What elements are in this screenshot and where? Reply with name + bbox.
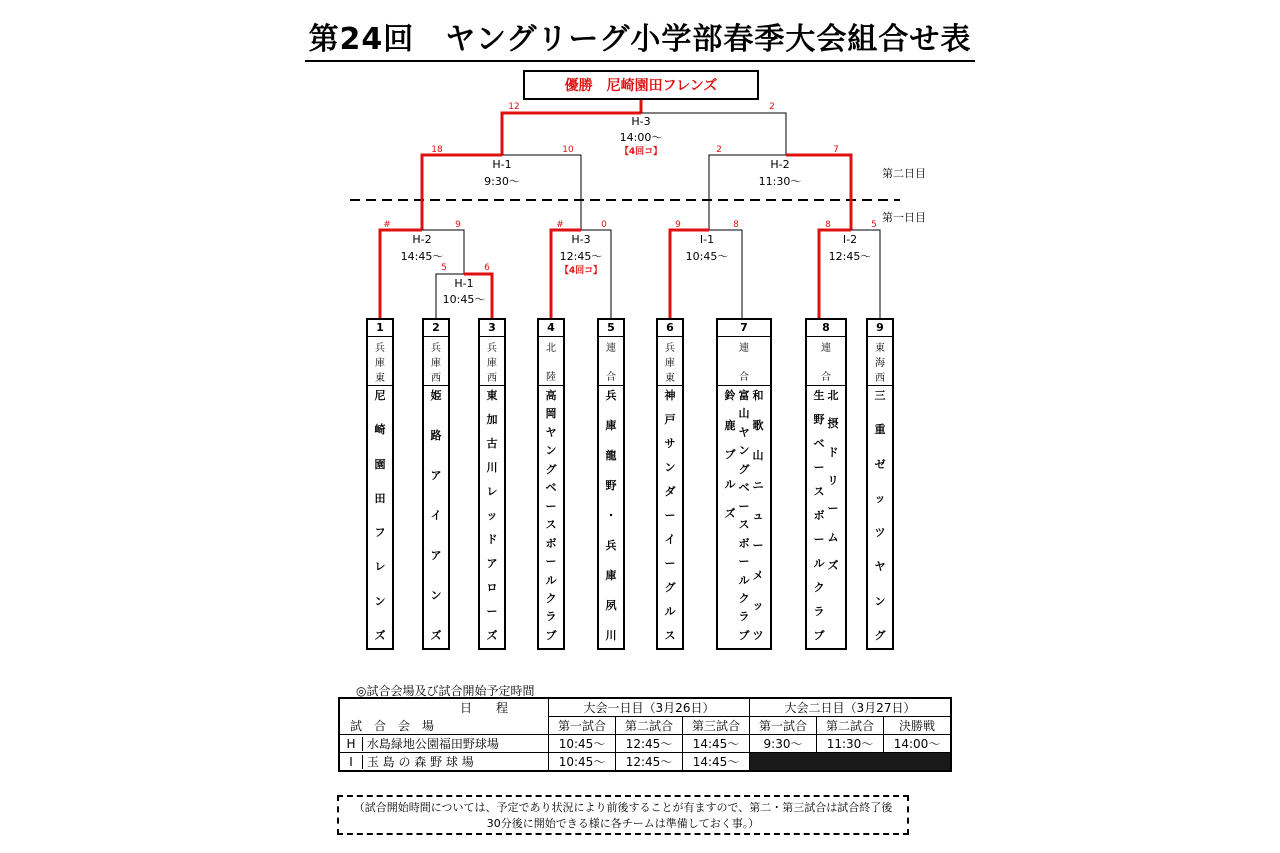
schedule-time: 14:45〜: [683, 753, 750, 772]
page-title: 第24回 ヤングリーグ小学部春季大会組合せ表: [0, 14, 1280, 62]
team-name-char: グ: [664, 581, 676, 594]
team-box-5: [597, 318, 625, 650]
game-r1c-time: 10:45〜: [685, 250, 729, 263]
team-name-char: ー: [545, 555, 557, 569]
schedule-time: 11:30〜: [817, 735, 884, 753]
team-name-char: グ: [874, 628, 886, 642]
team-name-char: ヤ: [874, 560, 886, 574]
team-region: [599, 337, 623, 386]
team-name-char: ブ: [738, 628, 750, 642]
team-name-column: [605, 390, 618, 642]
team-name-char: 北: [827, 389, 839, 402]
team-name-char: 尼: [374, 389, 386, 402]
schedule-blank: [750, 753, 952, 772]
team-name-char: 川: [486, 461, 498, 474]
team-name-char: 戸: [664, 413, 676, 426]
team-name-char: レ: [374, 560, 386, 574]
team-name-char: ツ: [874, 526, 886, 540]
team-name-char: 山: [752, 449, 764, 462]
team-name-char: ダ: [664, 485, 676, 498]
schedule-time: 12:45〜: [616, 735, 683, 753]
game-r0-time: 10:45〜: [442, 293, 486, 306]
team-name-char: ズ: [827, 558, 839, 572]
score-r1c-b: 8: [733, 220, 739, 230]
team-name-char: ド: [486, 533, 498, 546]
schedule-slot: 第二試合: [616, 717, 683, 735]
team-name-char: ス: [545, 518, 557, 532]
game-final-time: 14:00〜: [619, 131, 663, 144]
region-char: 兵: [665, 343, 675, 354]
team-name-char: ル: [724, 477, 736, 491]
schedule-row: [339, 753, 951, 772]
team-name-char: ル: [813, 557, 825, 570]
team-name-char: ー: [664, 557, 676, 570]
score-semi-left-b: 10: [562, 145, 574, 155]
region-char: 合: [739, 372, 749, 383]
team-name-char: 摂: [827, 417, 839, 431]
team-name-char: 野: [605, 479, 617, 492]
team-name-char: ズ: [430, 629, 442, 642]
score-semi-right-b: 7: [833, 145, 839, 155]
venue-name: 水島緑地公園福田野球場: [366, 737, 499, 751]
team-name-char: ン: [374, 594, 386, 608]
team-name-char: ヤ: [545, 425, 557, 439]
score-r1d-b: 5: [871, 220, 877, 230]
team-region: [424, 337, 448, 386]
team-name-char: 鹿: [724, 418, 736, 432]
region-char: 兵: [487, 343, 497, 354]
team-name-char: ブ: [545, 628, 557, 642]
team-name-char: ク: [813, 581, 825, 594]
team-name-char: 路: [430, 429, 442, 442]
team-name-char: 加: [486, 413, 498, 426]
team-name-char: ベ: [813, 437, 825, 450]
schedule-day2-header: 大会二日目（3月27日）: [750, 698, 952, 717]
team-name-char: フ: [374, 526, 386, 540]
game-semi-left-label: H-1: [492, 158, 512, 171]
team-name-char: 山: [738, 407, 750, 421]
team-name-char: ン: [430, 589, 442, 602]
team-name-char: ア: [430, 549, 442, 562]
day1-label: 第一日目: [882, 211, 926, 224]
team-name-column: [752, 390, 765, 642]
team-name-column: [813, 390, 826, 642]
team-name-char: ズ: [724, 507, 736, 520]
team-name-char: ロ: [486, 581, 498, 594]
team-name-char: 田: [374, 491, 386, 505]
team-name-char: メ: [752, 569, 764, 582]
team-name-char: ッ: [486, 509, 498, 522]
game-final-label: H-3: [631, 115, 651, 128]
team-name-char: ニ: [752, 479, 764, 492]
team-name-char: グ: [545, 462, 557, 476]
team-name-char: ズ: [486, 629, 498, 642]
team-name: [480, 386, 504, 646]
game-semi-left-time: 9:30〜: [484, 175, 520, 188]
team-name-char: サ: [664, 437, 676, 450]
team-name-char: ー: [738, 499, 750, 513]
team-name-char: ク: [738, 591, 750, 605]
team-name-char: ド: [827, 445, 839, 459]
team-name-char: 富: [738, 389, 750, 402]
team-name-char: 庫: [605, 569, 617, 582]
score-r0-b: 6: [484, 263, 490, 273]
team-name-char: ・: [605, 509, 617, 522]
team-region: [368, 337, 392, 386]
team-number: 9: [868, 320, 892, 337]
game-r1b-note: 【4回コ】: [559, 266, 603, 276]
team-number: 5: [599, 320, 623, 337]
team-name-char: ラ: [545, 610, 557, 624]
team-name-char: ツ: [752, 629, 764, 642]
team-region: [718, 337, 770, 386]
schedule-table: [338, 697, 952, 772]
score-r1a-a: #: [383, 220, 391, 230]
team-name: [539, 386, 563, 646]
venue-code: I: [340, 755, 363, 769]
schedule-corner-top: 日 程: [339, 698, 549, 717]
champion-box: 優勝 尼崎園田フレンズ: [523, 70, 759, 100]
team-name-char: ー: [813, 533, 825, 546]
score-semi-right-a: 2: [716, 145, 722, 155]
team-name-char: ボ: [813, 509, 825, 522]
team-name-char: 三: [874, 389, 886, 402]
team-box-2: [422, 318, 450, 650]
region-char: 西: [487, 373, 497, 384]
schedule-time: 14:45〜: [683, 735, 750, 753]
team-name-char: 龍: [605, 449, 617, 462]
region-char: 合: [606, 372, 616, 383]
team-name-column: [545, 390, 558, 642]
team-number: 3: [480, 320, 504, 337]
team-name-char: 東: [486, 389, 498, 402]
score-r1b-a: #: [556, 220, 564, 230]
venue-cell: [339, 753, 549, 772]
score-final-right: 2: [769, 102, 775, 112]
team-name-char: 野: [813, 413, 825, 426]
team-name: [807, 386, 845, 646]
team-name-char: 鈴: [724, 389, 736, 402]
team-region: [658, 337, 682, 386]
team-name-char: ー: [738, 555, 750, 569]
team-name-char: 生: [813, 389, 825, 402]
schedule-time: 10:45〜: [549, 753, 616, 772]
team-name-char: ア: [486, 557, 498, 570]
team-name-char: ブ: [813, 629, 825, 642]
region-char: 庫: [487, 358, 497, 369]
team-name-char: 兵: [605, 539, 617, 552]
team-name-column: [724, 390, 737, 520]
schedule-slot: 決勝戦: [884, 717, 952, 735]
team-name-char: ン: [874, 594, 886, 608]
team-name-char: 夙: [605, 599, 617, 612]
team-name-char: ア: [430, 469, 442, 482]
region-char: 庫: [431, 358, 441, 369]
game-r1c-label: I-1: [699, 233, 715, 246]
team-name-char: ー: [545, 499, 557, 513]
region-char: 西: [431, 373, 441, 384]
team-name-column: [874, 390, 887, 642]
team-name-char: ー: [813, 461, 825, 474]
score-r0-a: 5: [441, 263, 447, 273]
team-box-8: [805, 318, 847, 650]
team-name-char: ブ: [724, 448, 736, 461]
region-char: 陸: [546, 372, 556, 383]
team-region: [539, 337, 563, 386]
team-name: [424, 386, 448, 646]
team-name-char: 兵: [605, 389, 617, 402]
schedule-row: [339, 735, 951, 753]
schedule-time: 9:30〜: [750, 735, 817, 753]
team-number: 7: [718, 320, 770, 337]
team-name-char: イ: [430, 509, 442, 522]
team-name-char: ー: [664, 509, 676, 522]
team-name-char: ズ: [374, 628, 386, 642]
schedule-slot: 第一試合: [549, 717, 616, 735]
schedule-slot: 第二試合: [817, 717, 884, 735]
team-name-column: [374, 390, 387, 642]
schedule-slot: 第三試合: [683, 717, 750, 735]
score-r1c-a: 9: [675, 220, 681, 230]
schedule-time: 14:00〜: [884, 735, 952, 753]
schedule-slot: 第一試合: [750, 717, 817, 735]
team-box-9: [866, 318, 894, 650]
region-char: 北: [546, 343, 556, 354]
team-name-char: 岡: [545, 407, 557, 421]
team-name-char: ス: [813, 485, 825, 498]
region-char: 海: [875, 358, 885, 369]
team-name-char: ス: [738, 518, 750, 532]
team-name-char: ク: [545, 591, 557, 605]
game-semi-right-time: 11:30〜: [758, 175, 802, 188]
team-name: [368, 386, 392, 646]
team-name-char: グ: [738, 462, 750, 476]
team-number: 2: [424, 320, 448, 337]
team-name: [868, 386, 892, 646]
team-name-char: ル: [545, 573, 557, 587]
team-name-column: [827, 390, 840, 572]
schedule-caption: ◎試合会場及び試合開始予定時間: [356, 684, 535, 698]
team-name-char: ス: [664, 629, 676, 642]
region-char: 連: [821, 343, 831, 354]
team-name-char: 古: [486, 437, 498, 450]
team-box-3: [478, 318, 506, 650]
team-name-char: 神: [664, 389, 676, 402]
team-name-char: 庫: [605, 419, 617, 432]
team-box-1: [366, 318, 394, 650]
team-region: [868, 337, 892, 386]
team-box-4: [537, 318, 565, 650]
team-name-char: 歌: [752, 419, 764, 432]
team-name-char: ー: [486, 605, 498, 618]
team-number: 4: [539, 320, 563, 337]
schedule-day1-header: 大会一日目（3月26日）: [549, 698, 750, 717]
venue-code: H: [340, 737, 363, 751]
schedule-time: 12:45〜: [616, 753, 683, 772]
region-char: 西: [875, 373, 885, 384]
team-name-char: ラ: [813, 605, 825, 618]
team-name-char: ッ: [752, 599, 764, 612]
team-box-6: [656, 318, 684, 650]
team-name: [599, 386, 623, 646]
team-name-char: リ: [827, 473, 839, 487]
team-number: 6: [658, 320, 682, 337]
region-char: 庫: [375, 358, 385, 369]
team-name-char: イ: [664, 533, 676, 546]
region-char: 東: [665, 373, 675, 384]
score-semi-left-a: 18: [431, 145, 443, 155]
team-name-char: ベ: [738, 481, 750, 495]
region-char: 東: [875, 343, 885, 354]
team-name-char: ン: [664, 461, 676, 474]
team-name-char: ベ: [545, 481, 557, 495]
team-name-char: ム: [827, 530, 839, 544]
score-r1d-a: 8: [825, 220, 831, 230]
team-name: [718, 386, 770, 646]
schedule-corner-bottom: 試 合 会 場: [339, 717, 549, 735]
game-r1a-time: 14:45〜: [400, 250, 444, 263]
team-name-column: [664, 390, 677, 642]
team-name-column: [738, 390, 751, 642]
region-char: 兵: [375, 343, 385, 354]
team-number: 8: [807, 320, 845, 337]
team-name-char: 高: [545, 389, 557, 402]
game-r1a-label: H-2: [412, 233, 432, 246]
team-name: [658, 386, 682, 646]
team-region: [480, 337, 504, 386]
team-name-char: 重: [874, 423, 886, 437]
game-r1d-time: 12:45〜: [828, 250, 872, 263]
score-r1b-b: 0: [601, 220, 607, 230]
region-char: 庫: [665, 358, 675, 369]
team-name-char: ヤ: [738, 425, 750, 439]
note-box: （試合開始時間については、予定であり状況により前後することが有ますので、第二・第三試合は試合終了後30分後に開始できる様に各チームは準備しておく事。）: [337, 795, 909, 835]
schedule-time: 10:45〜: [549, 735, 616, 753]
region-char: 東: [375, 373, 385, 384]
team-number: 1: [368, 320, 392, 337]
team-name-char: ッ: [874, 491, 886, 505]
score-final-left: 12: [508, 102, 520, 112]
score-r1a-b: 9: [455, 220, 461, 230]
team-name-char: ル: [664, 605, 676, 618]
team-name-char: 崎: [374, 423, 386, 437]
region-char: 兵: [431, 343, 441, 354]
venue-cell: [339, 735, 549, 753]
team-box-7: [716, 318, 772, 650]
team-name-char: ゼ: [874, 457, 886, 471]
region-char: 連: [739, 343, 749, 354]
team-name-column: [486, 390, 499, 642]
team-name-char: ラ: [738, 610, 750, 624]
team-name-char: ュ: [752, 509, 764, 522]
team-name-char: 和: [752, 389, 764, 402]
team-name-char: 川: [605, 629, 617, 642]
game-r1b-time: 12:45〜: [559, 250, 603, 263]
game-r1d-label: I-2: [842, 233, 858, 246]
game-r1b-label: H-3: [571, 233, 591, 246]
team-name-column: [430, 390, 443, 642]
team-region: [807, 337, 845, 386]
team-name-char: ー: [752, 539, 764, 552]
region-char: 連: [606, 343, 616, 354]
venue-name: 玉 島 の 森 野 球 場: [366, 755, 474, 769]
team-name-char: ン: [545, 444, 557, 458]
team-name-char: ル: [738, 573, 750, 587]
team-name-char: 園: [374, 457, 386, 471]
team-name-char: ン: [738, 444, 750, 458]
team-name-char: ボ: [738, 536, 750, 550]
team-name-char: ボ: [545, 536, 557, 550]
team-name-char: 姫: [430, 389, 442, 402]
game-final-note: 【4回コ】: [619, 147, 663, 157]
game-semi-right-label: H-2: [770, 158, 790, 171]
game-r0-label: H-1: [454, 277, 474, 290]
team-name-char: レ: [486, 485, 498, 498]
day2-label: 第二日目: [882, 167, 926, 180]
team-name-char: ー: [827, 502, 839, 516]
region-char: 合: [821, 372, 831, 383]
